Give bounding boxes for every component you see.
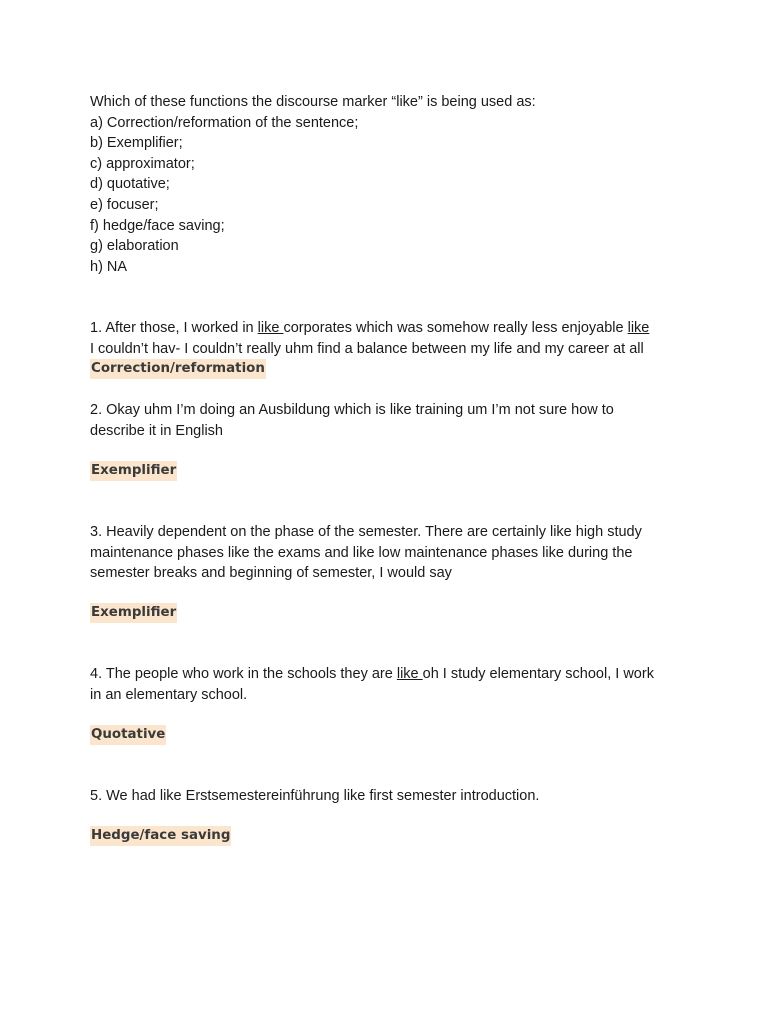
example-4 <box>90 664 690 705</box>
example-3-line-2: maintenance phases like the exams and like low maintenance phases like during the <box>90 544 633 561</box>
example-5-line-1: 5. We had like Erstsemestereinführung like first semester introduction. <box>90 788 540 804</box>
option-c: c) approximator; <box>90 155 195 172</box>
option-e: e) focuser; <box>90 196 159 213</box>
example-5 <box>90 786 690 807</box>
example-5-label: Hedge/face saving <box>90 826 231 846</box>
example-3-line-3: semester breaks and beginning of semester, I would say <box>90 565 452 582</box>
option-f: f) hedge/face saving; <box>90 217 225 234</box>
text-segment: 1. After those, I worked in <box>90 320 258 336</box>
question-block <box>90 92 710 277</box>
option-d: d) quotative; <box>90 176 170 193</box>
example-2-line-1: 2. Okay uhm I’m doing an Ausbildung which is like training um I’m not sure how to <box>90 402 614 418</box>
underlined-like: like <box>257 320 284 336</box>
text-segment: 4. The people who work in the schools they are <box>90 666 397 682</box>
example-1-line-2: I couldn’t hav- I couldn’t really uhm find a balance between my life and my career at all <box>90 340 644 357</box>
underlined-like: like <box>627 320 650 336</box>
example-4-label: Quotative <box>90 725 166 745</box>
underlined-like: like <box>396 666 423 682</box>
example-4-line-2: in an elementary school. <box>90 686 248 703</box>
example-3-line-1: 3. Heavily dependent on the phase of the semester. There are certainly like high study <box>90 524 642 540</box>
option-b: b) Exemplifier; <box>90 135 183 152</box>
example-2-label: Exemplifier <box>90 461 177 481</box>
text-segment: corporates which was somehow really less enjoyable <box>283 320 628 336</box>
example-2 <box>90 400 690 441</box>
example-3 <box>90 522 690 584</box>
option-a: a) Correction/reformation of the sentence; <box>90 114 359 131</box>
example-2-line-2: describe it in English <box>90 422 223 439</box>
example-1-label: Correction/reformation <box>90 359 266 379</box>
example-1-line-1 <box>90 318 690 339</box>
question-text: Which of these functions the discourse marker “like” is being used as: <box>90 94 536 110</box>
example-3-label: Exemplifier <box>90 603 177 623</box>
text-segment: oh I study elementary school, I work <box>422 666 654 682</box>
option-h: h) NA <box>90 258 128 275</box>
example-4-line-1 <box>90 664 690 685</box>
example-1 <box>90 318 690 359</box>
option-g: g) elaboration <box>90 238 179 255</box>
